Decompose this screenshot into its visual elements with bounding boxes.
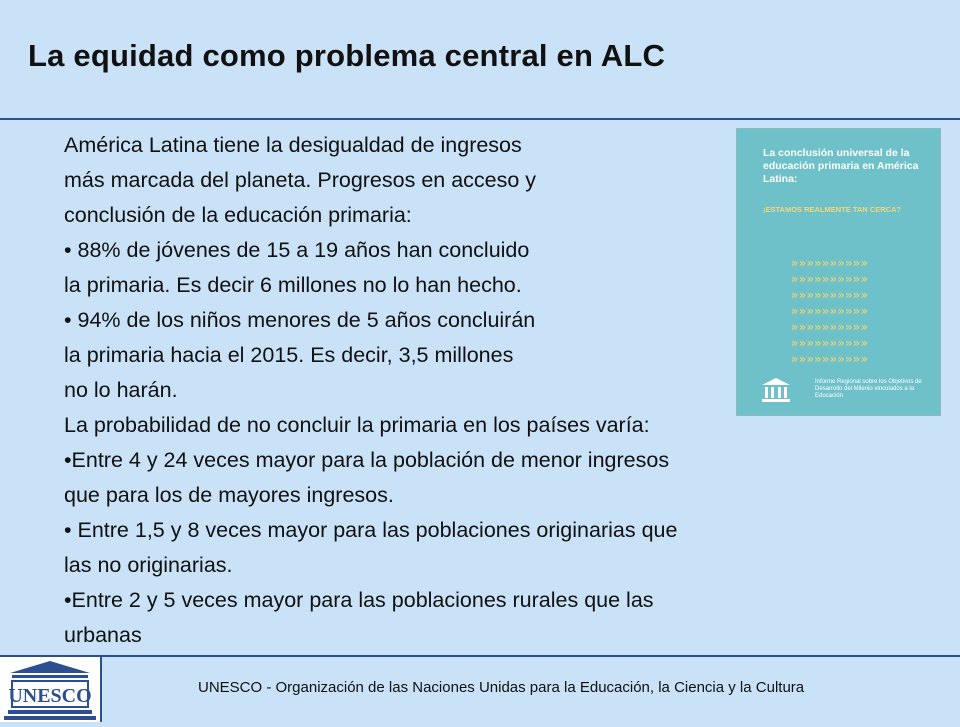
chevron-row: »»»»»»»»»» [791, 352, 869, 366]
body-line: la primaria. Es decir 6 millones no lo han hecho. [64, 273, 522, 297]
body-line: las no originarias. [64, 553, 233, 577]
body-line: no lo harán. [64, 378, 178, 402]
slide-footer [0, 655, 960, 722]
body-line: conclusión de la educación primaria: [64, 203, 412, 227]
body-line: más marcada del planeta. Progresos en acceso y [64, 168, 537, 192]
bullet-line: •Entre 2 y 5 veces mayor para las poblaciones rurales que las [64, 588, 654, 612]
bullet-line: • 88% de jóvenes de 15 a 19 años han concluido [64, 238, 530, 262]
bullet-line: • Entre 1,5 y 8 veces mayor para las poblaciones originarias que [64, 518, 678, 542]
unesco-logo-text: UNESCO [8, 685, 92, 707]
chevron-row: »»»»»»»»»» [791, 336, 869, 350]
title-divider [0, 118, 960, 120]
chevron-row: »»»»»»»»»» [791, 272, 869, 286]
body-line: urbanas [64, 623, 142, 647]
slide-title: La equidad como problema central en ALC [28, 38, 666, 73]
unesco-temple-icon [0, 657, 100, 722]
bullet-line: • 94% de los niños menores de 5 años concluirán [64, 308, 536, 332]
body-line: que para los de mayores ingresos. [64, 483, 394, 507]
chevron-row: »»»»»»»»»» [791, 288, 869, 302]
chevron-row: »»»»»»»»»» [791, 320, 869, 334]
body-line: la primaria hacia el 2015. Es decir, 3,5 millones [64, 343, 514, 367]
unesco-logo [0, 657, 102, 722]
footer-organization-text: UNESCO - Organización de las Naciones Unidas para la Educación, la Ciencia y la Cultura [198, 679, 805, 696]
chevron-row: »»»»»»»»»» [791, 256, 869, 270]
slide-body [64, 128, 924, 653]
body-line: América Latina tiene la desigualdad de ingresos [64, 133, 522, 157]
bullet-line: •Entre 4 y 24 veces mayor para la población de menor ingresos [64, 448, 670, 472]
cover-footer-text: Informe Regional sobre los Objetivos de Desarrollo del Milenio vinculados a la Educación [815, 379, 922, 399]
cover-title: La conclusión universal de la educación primaria en América Latina: [763, 147, 919, 185]
cover-subtitle: ¡ ESTAMOS REALMENTE TAN CERCA? [763, 205, 901, 214]
chevron-row: »»»»»»»»»» [791, 304, 869, 318]
body-line: La probabilidad de no concluir la primaria en los países varía: [64, 413, 650, 437]
